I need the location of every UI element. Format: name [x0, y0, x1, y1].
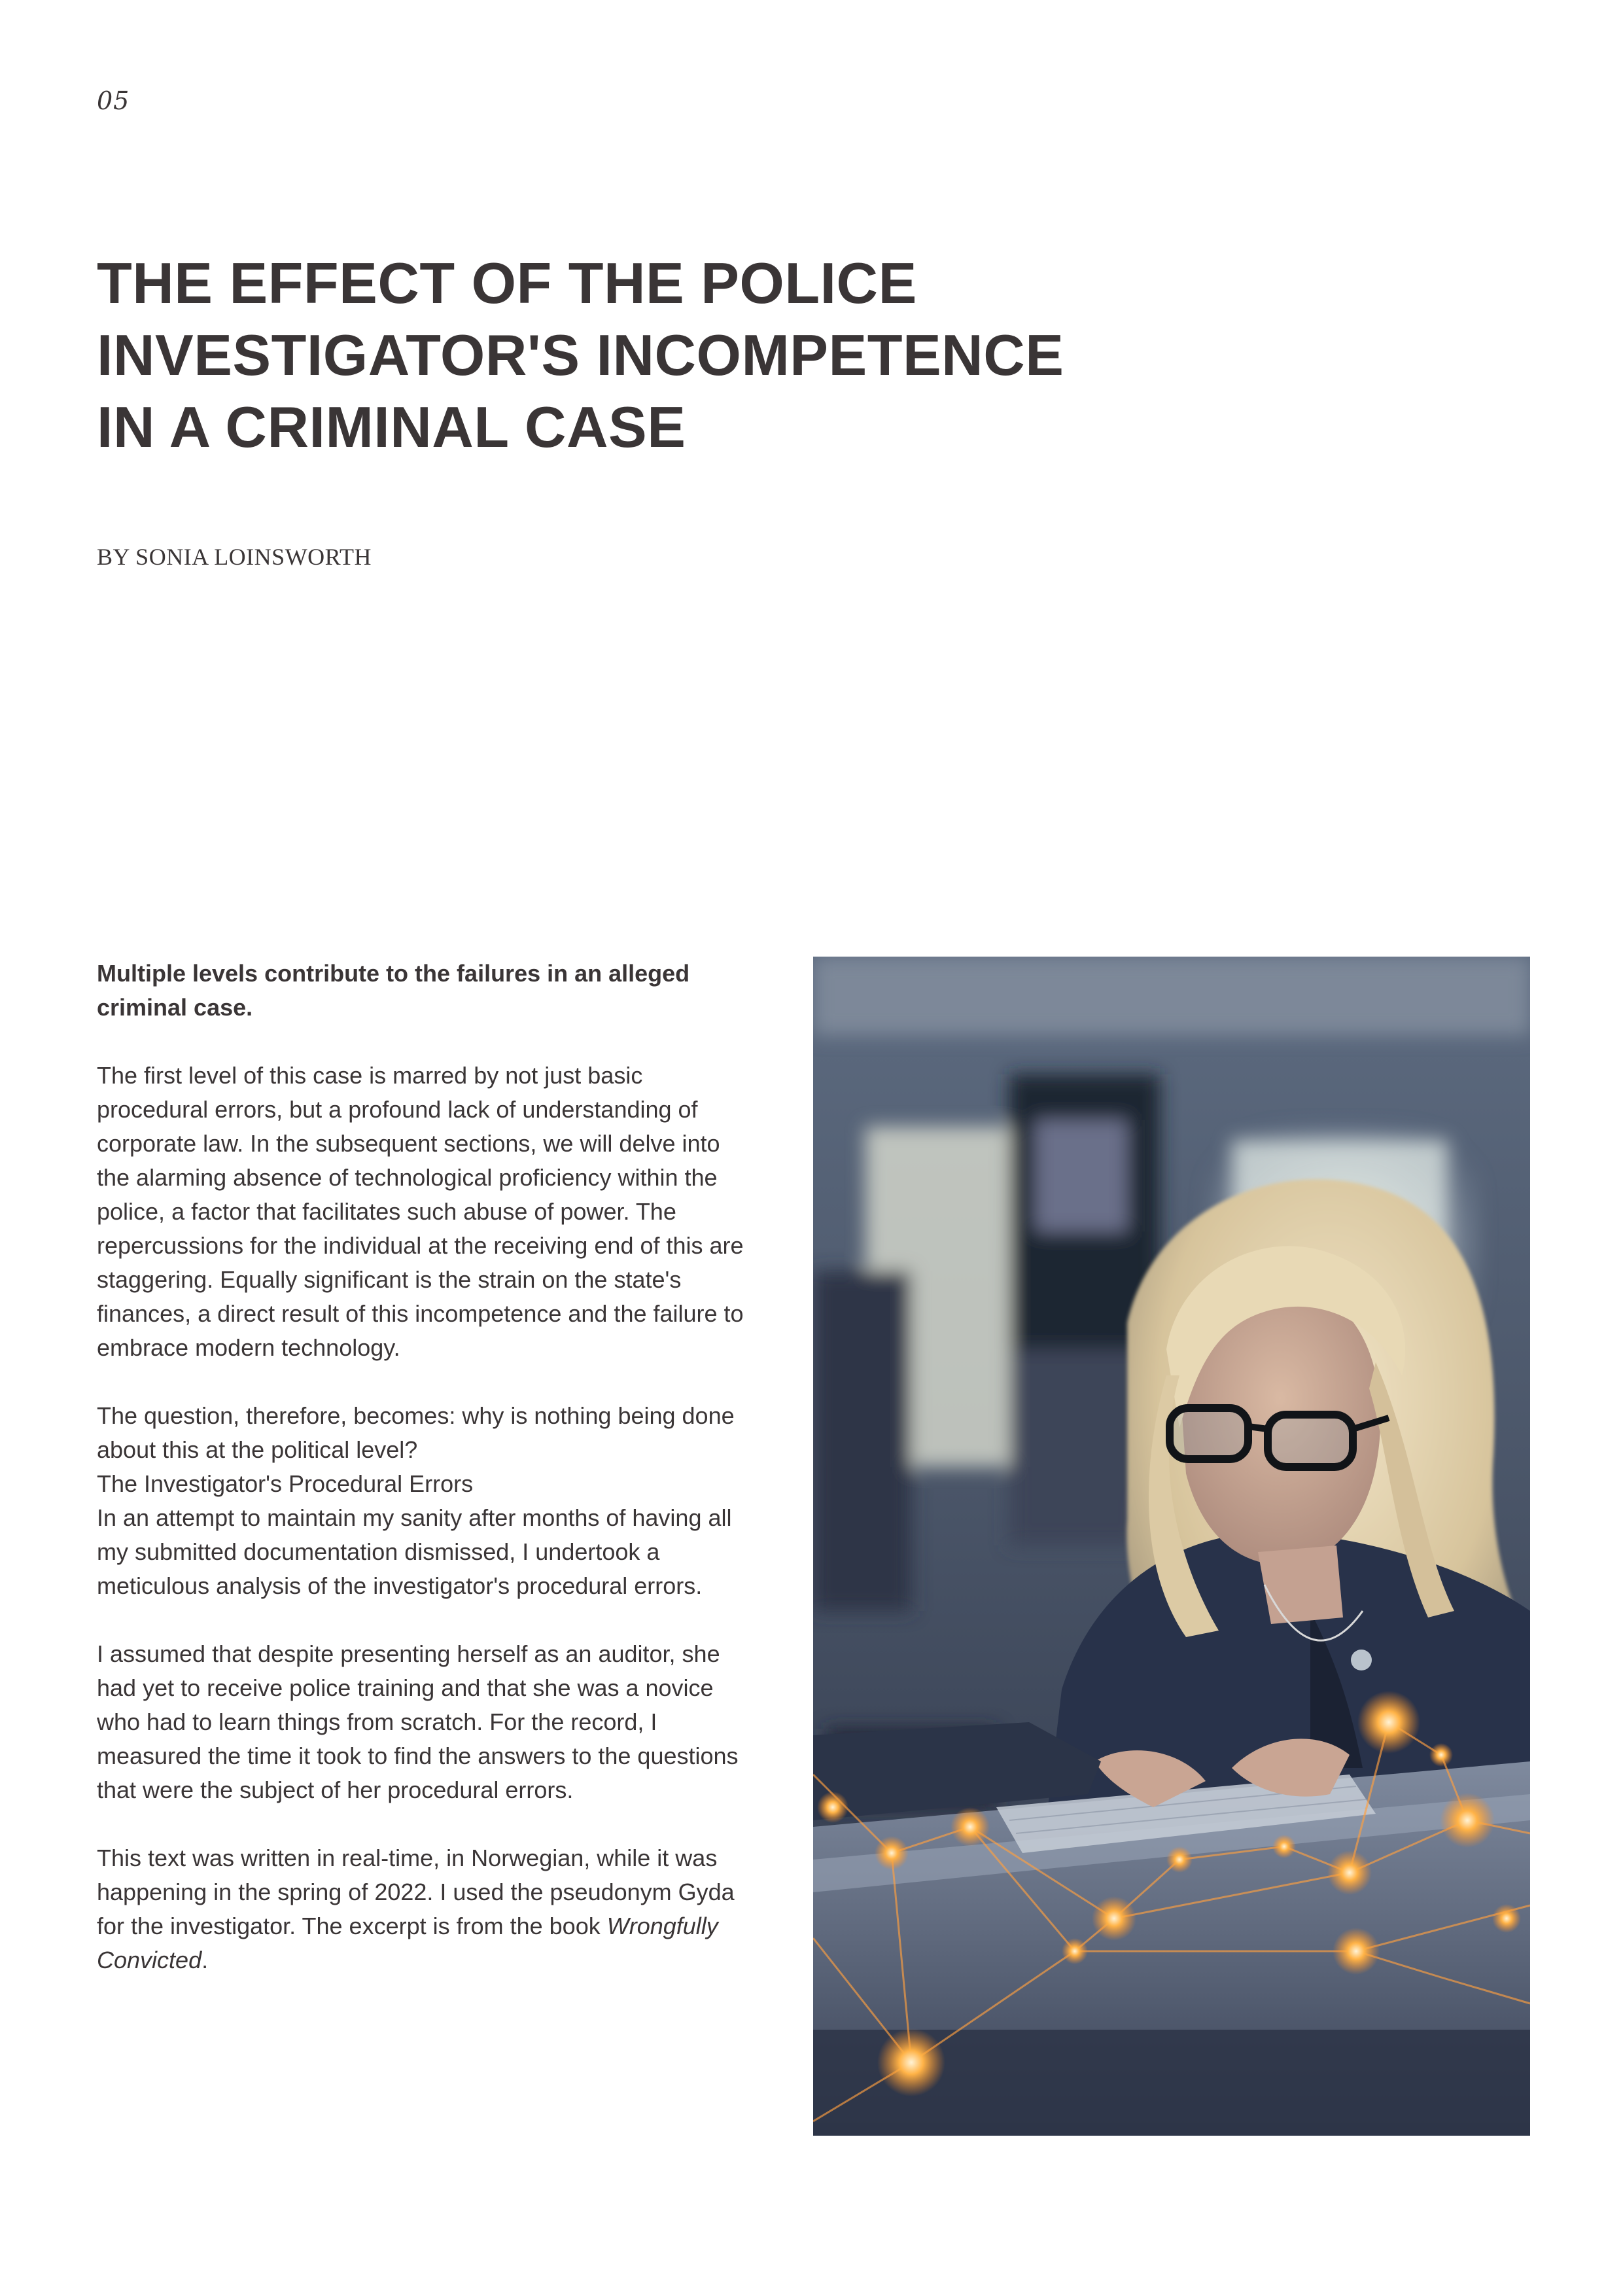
- photo-illustration: [813, 957, 1530, 2136]
- article-title-line-3: IN A CRIMINAL CASE: [97, 395, 686, 459]
- book-title: Wrongfully Convicted: [97, 1913, 718, 1973]
- author-byline: BY SONIA LOINSWORTH: [97, 544, 372, 570]
- section-subheading: The Investigator's Procedural Errors: [97, 1470, 474, 1497]
- page-number: 05: [97, 86, 130, 115]
- body-paragraph-1: The first level of this case is marred by not just basic procedural errors, but a profound lack of understanding of corporate law. In the subsequent sections, we will delve into the alarming absence of technological proficiency within the police, a factor that facilitates such abuse of power. The repercussions for the individual at the receiving end of this are staggering. Equally significant is the strain on the state's finances, a direct result of this incompetence and the failure to embrace modern technology.: [97, 1062, 744, 1361]
- paragraph-5-text: This text was written in real-time, in Norwegian, while it was happening in the spring of 2022. I used the pseudonym Gyda for the investigator. The excerpt is from the book: [97, 1845, 735, 1939]
- article-title-line-1: THE EFFECT OF THE POLICE: [97, 251, 917, 315]
- article-body: [97, 957, 751, 2011]
- article-photo: [813, 957, 1530, 2136]
- body-paragraph-3: In an attempt to maintain my sanity after months of having all my submitted documentation dismissed, I undertook a meticulous analysis of the investigator's procedural errors.: [97, 1504, 732, 1599]
- article-title-line-2: INVESTIGATOR'S INCOMPETENCE: [97, 323, 1064, 387]
- body-paragraph-4: I assumed that despite presenting herself as an auditor, she had yet to receive police training and that she was a novice who had to learn things from scratch. For the record, I measured the time it took to find the answers to the questions that were the subject of her procedural errors.: [97, 1640, 739, 1803]
- article-title: [97, 247, 1209, 463]
- lead-paragraph: Multiple levels contribute to the failures in an alleged criminal case.: [97, 960, 690, 1021]
- paragraph-5-end: .: [201, 1947, 209, 1973]
- body-paragraph-2: The question, therefore, becomes: why is nothing being done about this at the political level?: [97, 1402, 735, 1463]
- body-paragraph-5: [97, 1841, 751, 1977]
